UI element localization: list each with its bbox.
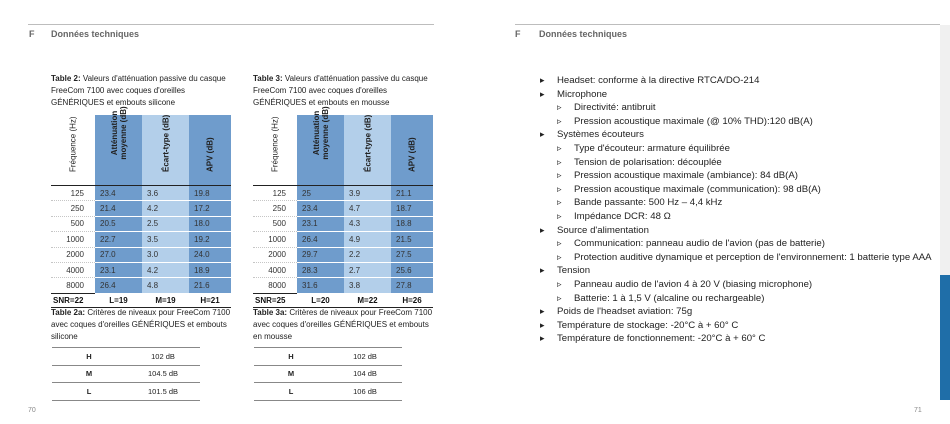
table3 [253, 106, 433, 308]
table3-header-att: Atténuation moyenne (dB) [297, 115, 344, 186]
table3-snr-row: SNR=25 L=20 M=22 H=26 [253, 293, 433, 307]
table-cell: M [52, 365, 126, 383]
table-cell: 3.6 [142, 186, 189, 201]
section-letter: F [515, 29, 521, 39]
spec-subitem: ▹ Panneau audio de l'avion 4 à 20 V (biasing microphone) [540, 278, 950, 292]
table-cell: 2000 [253, 247, 297, 262]
table-cell: 17.2 [189, 201, 231, 216]
table-row [52, 365, 200, 383]
spec-subitem: ▹ Tension de polarisation: découplée [540, 156, 950, 170]
table-cell: 4.9 [344, 232, 391, 247]
spec-subitem: ▹ Impédance DCR: 48 Ω [540, 210, 950, 224]
table-cell: 106 dB [328, 383, 402, 401]
table2-header-att: Atténuation moyenne (dB) [95, 115, 142, 186]
table-cell: 250 [51, 201, 95, 216]
table-row [51, 247, 231, 262]
table2-body [51, 186, 231, 294]
spec-list [540, 74, 950, 346]
table-cell: 2.2 [344, 247, 391, 262]
header-rule [515, 24, 940, 25]
table-row [253, 216, 433, 231]
table-row [253, 262, 433, 277]
table-cell: 25.6 [391, 262, 433, 277]
table3a [254, 347, 402, 401]
table-cell: 102 dB [328, 348, 402, 366]
table-row [51, 186, 231, 201]
table-row [51, 232, 231, 247]
table-row [253, 247, 433, 262]
table-cell: 4.2 [142, 201, 189, 216]
table-row [254, 348, 402, 366]
table3-caption: Table 3: Valeurs d'atténuation passive du casque FreeCom 7100 avec coques d'oreilles GÉNÉRIQUES et embouts en mousse [253, 74, 428, 107]
table-cell: M [254, 365, 328, 383]
spec-subitem: ▹ Protection auditive dynamique et perception de l'environnement: 1 batterie type AAA [540, 251, 950, 265]
table-cell: 2.7 [344, 262, 391, 277]
table-cell: 29.7 [297, 247, 344, 262]
spec-subitem: ▹ Pression acoustique maximale (communication): 98 dB(A) [540, 183, 950, 197]
table2a-caption: Table 2a: Critères de niveaux pour FreeCom 7100 avec coques d'oreilles GÉNÉRIQUES et embouts silicone [51, 308, 231, 341]
section-title: Données techniques [539, 29, 628, 39]
table-cell: H [254, 348, 328, 366]
table-cell: 23.4 [297, 201, 344, 216]
table2a [52, 347, 200, 401]
spec-subitem: ▹ Communication: panneau audio de l'avion (pas de batterie) [540, 237, 950, 251]
table-cell: 19.8 [189, 186, 231, 201]
table-cell: 8000 [51, 278, 95, 293]
table-cell: 8000 [253, 278, 297, 293]
table-cell: 21.1 [391, 186, 433, 201]
table2-caption: Table 2: Valeurs d'atténuation passive du casque FreeCom 7100 avec coques d'oreilles GÉNÉRIQUES et embouts silicone [51, 74, 226, 107]
table-row [52, 348, 200, 366]
table-cell: 21.5 [391, 232, 433, 247]
table-cell: 18.0 [189, 216, 231, 231]
page-number-right: 71 [914, 407, 922, 414]
page-number-left: 70 [28, 407, 36, 414]
spec-item: ▸ Source d'alimentation [540, 224, 950, 238]
table-row [254, 383, 402, 401]
table3-body [253, 186, 433, 294]
table-cell: 18.9 [189, 262, 231, 277]
table-row [253, 278, 433, 293]
spec-subitem: ▹ Directivité: antibruit [540, 101, 950, 115]
table-cell: 1000 [253, 232, 297, 247]
table-cell: 23.1 [297, 216, 344, 231]
spec-item: ▸ Poids de l'headset aviation: 75g [540, 305, 950, 319]
table-cell: 27.0 [95, 247, 142, 262]
table-row [52, 383, 200, 401]
section-letter: F [29, 29, 35, 39]
table-cell: 250 [253, 201, 297, 216]
table-cell: 1000 [51, 232, 95, 247]
table-cell: L [52, 383, 126, 401]
spec-subitem: ▹ Batterie: 1 à 1,5 V (alcaline ou rechargeable) [540, 292, 950, 306]
table2-header-freq: Fréquence (Hz) [51, 115, 95, 186]
table-cell: 3.8 [344, 278, 391, 293]
spec-item: ▸ Température de fonctionnement: -20°C à + 60° C [540, 332, 950, 346]
table-cell: 21.4 [95, 201, 142, 216]
spec-item: ▸ Headset: conforme à la directive RTCA/DO-214 [540, 74, 950, 88]
table-row [51, 262, 231, 277]
table2-header-apv: APV (dB) [189, 115, 231, 186]
table-cell: 18.8 [391, 216, 433, 231]
header-rule [28, 24, 434, 25]
table3a-caption: Table 3a: Critères de niveaux pour FreeCom 7100 avec coques d'oreilles GÉNÉRIQUES et embouts en mousse [253, 308, 433, 341]
spec-subitem: ▹ Type d'écouteur: armature équilibrée [540, 142, 950, 156]
table-row [253, 186, 433, 201]
table-cell: 22.7 [95, 232, 142, 247]
table3-header-freq: Fréquence (Hz) [253, 115, 297, 186]
table-row [253, 232, 433, 247]
table-cell: 4.8 [142, 278, 189, 293]
table-row [253, 201, 433, 216]
spec-item: ▸ Systèmes écouteurs [540, 128, 950, 142]
table3-header-sd: Écart-type (dB) [344, 115, 391, 186]
table2-snr-row: SNR=22 L=19 M=19 H=21 [51, 293, 231, 307]
table-cell: 104.5 dB [126, 365, 200, 383]
table-cell: 18.7 [391, 201, 433, 216]
table-row [51, 201, 231, 216]
table-cell: 26.4 [297, 232, 344, 247]
table-cell: 26.4 [95, 278, 142, 293]
table-cell: 23.1 [95, 262, 142, 277]
table-cell: 500 [253, 216, 297, 231]
spec-subitem: ▹ Bande passante: 500 Hz – 4,4 kHz [540, 196, 950, 210]
table-cell: 21.6 [189, 278, 231, 293]
table-cell: 101.5 dB [126, 383, 200, 401]
table-cell: 24.0 [189, 247, 231, 262]
table-cell: 4000 [51, 262, 95, 277]
table-cell: 4.7 [344, 201, 391, 216]
table-cell: 20.5 [95, 216, 142, 231]
table-cell: 25 [297, 186, 344, 201]
table-cell: 4.3 [344, 216, 391, 231]
table-cell: 3.0 [142, 247, 189, 262]
table3-header-apv: APV (dB) [391, 115, 433, 186]
table-cell: L [254, 383, 328, 401]
table2-header-sd: Écart-type (dB) [142, 115, 189, 186]
table-cell: 19.2 [189, 232, 231, 247]
spec-item: ▸ Tension [540, 264, 950, 278]
spec-subitem: ▹ Pression acoustique maximale (@ 10% THD):120 dB(A) [540, 115, 950, 129]
table-cell: 4.2 [142, 262, 189, 277]
table-cell: 2.5 [142, 216, 189, 231]
spec-item: ▸ Température de stockage: -20°C à + 60° C [540, 319, 950, 333]
table-cell: 23.4 [95, 186, 142, 201]
table-cell: 27.8 [391, 278, 433, 293]
table-cell: 125 [253, 186, 297, 201]
table-cell: 2000 [51, 247, 95, 262]
table-cell: H [52, 348, 126, 366]
table-cell: 31.6 [297, 278, 344, 293]
table2 [51, 106, 231, 308]
table-cell: 3.5 [142, 232, 189, 247]
table-cell: 125 [51, 186, 95, 201]
table-cell: 27.5 [391, 247, 433, 262]
table-cell: 4000 [253, 262, 297, 277]
section-title: Données techniques [51, 29, 140, 39]
spec-subitem: ▹ Pression acoustique maximale (ambiance): 84 dB(A) [540, 169, 950, 183]
table-cell: 104 dB [328, 365, 402, 383]
spec-item: ▸ Microphone [540, 88, 950, 102]
table-row [51, 216, 231, 231]
table-cell: 500 [51, 216, 95, 231]
table-cell: 28.3 [297, 262, 344, 277]
table-row [254, 365, 402, 383]
table-cell: 3.9 [344, 186, 391, 201]
table-cell: 102 dB [126, 348, 200, 366]
table-row [51, 278, 231, 293]
